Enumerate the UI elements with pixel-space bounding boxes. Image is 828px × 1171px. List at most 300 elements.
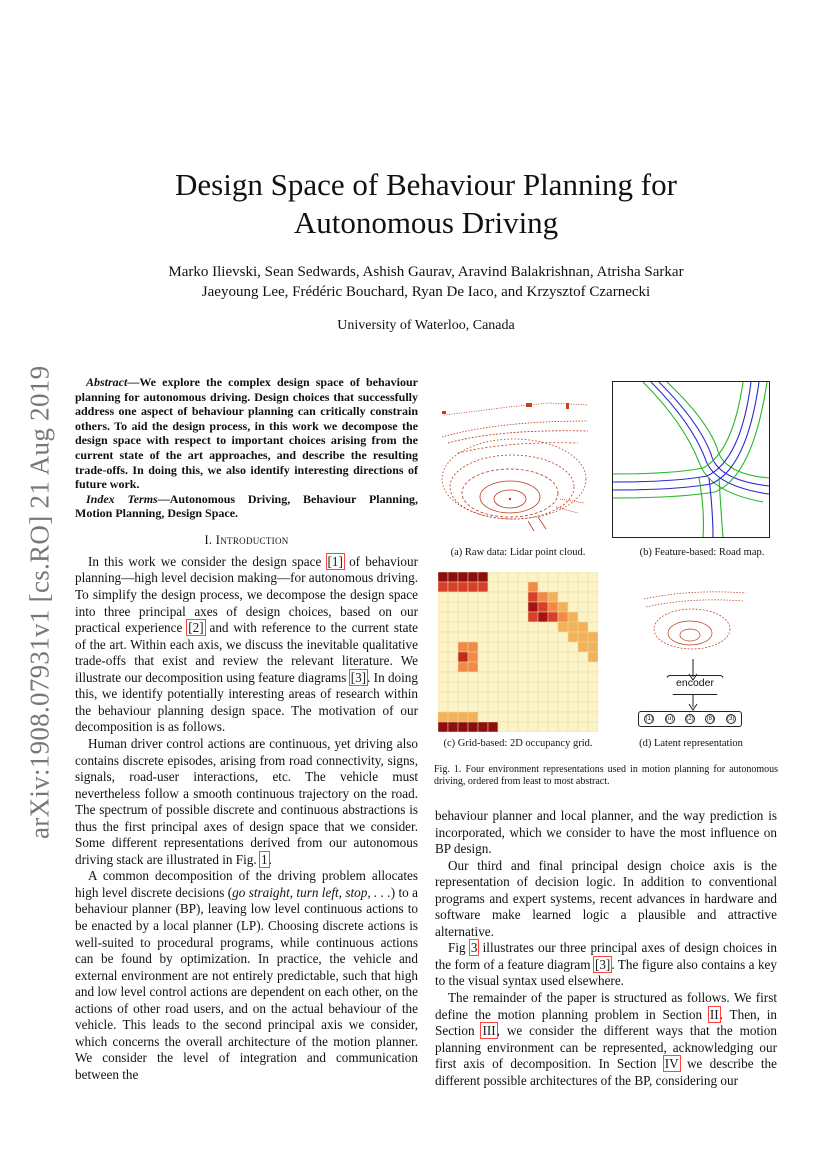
grid-cell — [438, 712, 448, 722]
grid-cell — [478, 622, 488, 632]
grid-cell — [458, 632, 468, 642]
grid-cell — [478, 672, 488, 682]
grid-cell — [498, 692, 508, 702]
grid-cell — [458, 672, 468, 682]
grid-cell — [438, 582, 448, 592]
text-run: . The figure also contains a key to the visual syntax used elsewhere. — [435, 956, 777, 989]
grid-cell — [528, 662, 538, 672]
text-run: Fig — [448, 940, 470, 956]
grid-cell — [448, 602, 458, 612]
grid-cell — [498, 622, 508, 632]
grid-cell — [518, 722, 528, 732]
grid-cell — [538, 622, 548, 632]
grid-cell — [518, 622, 528, 632]
grid-cell — [498, 632, 508, 642]
grid-cell — [468, 692, 478, 702]
grid-cell — [548, 602, 558, 612]
grid-cell — [498, 702, 508, 712]
caption-a: (a) Raw data: Lidar point cloud. — [450, 547, 586, 558]
grid-cell — [548, 642, 558, 652]
grid-cell — [448, 572, 458, 582]
grid-cell — [468, 612, 478, 622]
latent-input-lidar-image — [640, 579, 750, 659]
grid-cell — [548, 682, 558, 692]
grid-cell — [508, 582, 518, 592]
grid-cell — [568, 622, 578, 632]
grid-cell — [578, 622, 588, 632]
grid-cell — [478, 642, 488, 652]
grid-cell — [508, 702, 518, 712]
grid-cell — [578, 602, 588, 612]
abstract — [75, 375, 418, 521]
grid-cell — [508, 592, 518, 602]
grid-cell — [448, 622, 458, 632]
grid-cell — [438, 652, 448, 662]
grid-cell — [528, 682, 538, 692]
grid-cell — [518, 672, 528, 682]
section-link[interactable]: IV — [664, 1056, 679, 1072]
grid-cell — [528, 572, 538, 582]
title-line-2: Autonomous Driving — [293, 205, 559, 240]
grid-cell — [488, 592, 498, 602]
latent-unit-icon: (u) — [665, 716, 674, 722]
grid-cell — [538, 592, 548, 602]
citation-link[interactable]: [1] — [327, 553, 343, 569]
grid-cell — [538, 722, 548, 732]
grid-cell — [538, 652, 548, 662]
grid-cell — [478, 722, 488, 732]
grid-cell — [558, 632, 568, 642]
caption-c: (c) Grid-based: 2D occupancy grid. — [443, 738, 593, 749]
grid-cell — [508, 602, 518, 612]
grid-cell — [458, 652, 468, 662]
grid-cell — [478, 652, 488, 662]
grid-cell — [538, 642, 548, 652]
grid-cell — [488, 652, 498, 662]
grid-cell — [528, 622, 538, 632]
grid-cell — [538, 602, 548, 612]
grid-cell — [538, 572, 548, 582]
text-run: The remainder of the paper is structured as follows. We first define the motion planning problem in Section — [435, 990, 777, 1022]
grid-cell — [538, 632, 548, 642]
grid-cell — [558, 682, 568, 692]
grid-cell — [588, 582, 598, 592]
introduction-text — [75, 554, 418, 1084]
lidar-point-cloud-image — [438, 381, 592, 538]
text-run: A common decomposition of the driving problem allocates high level discrete decisions ( — [75, 868, 418, 900]
grid-cell — [448, 702, 458, 712]
grid-cell — [478, 612, 488, 622]
grid-cell — [468, 622, 478, 632]
grid-cell — [558, 662, 568, 672]
grid-cell — [518, 692, 528, 702]
grid-cell — [548, 662, 558, 672]
grid-cell — [528, 702, 538, 712]
grid-cell — [538, 702, 548, 712]
grid-cell — [548, 672, 558, 682]
grid-cell — [498, 582, 508, 592]
grid-cell — [558, 592, 568, 602]
grid-cell — [448, 652, 458, 662]
grid-cell — [498, 662, 508, 672]
grid-cell — [548, 712, 558, 722]
grid-cell — [458, 722, 468, 732]
intro-paragraph-3 — [75, 868, 418, 1083]
grid-cell — [558, 572, 568, 582]
grid-cell — [558, 612, 568, 622]
caption-b: (b) Feature-based: Road map. — [639, 547, 765, 558]
grid-cell — [448, 582, 458, 592]
grid-cell — [478, 702, 488, 712]
grid-cell — [448, 722, 458, 732]
grid-cell — [518, 582, 528, 592]
grid-cell — [438, 632, 448, 642]
grid-cell — [548, 702, 558, 712]
grid-cell — [548, 652, 558, 662]
grid-cell — [538, 582, 548, 592]
grid-cell — [548, 582, 558, 592]
grid-cell — [488, 682, 498, 692]
grid-cell — [438, 592, 448, 602]
grid-cell — [508, 662, 518, 672]
grid-cell — [518, 632, 528, 642]
grid-cell — [588, 662, 598, 672]
grid-cell — [498, 712, 508, 722]
grid-cell — [458, 612, 468, 622]
grid-cell — [478, 632, 488, 642]
citation-link[interactable]: [2] — [188, 620, 204, 636]
grid-cell — [478, 712, 488, 722]
grid-cell — [488, 602, 498, 612]
grid-cell — [568, 702, 578, 712]
grid-cell — [578, 722, 588, 732]
abstract-text: —We explore the complex design space of behaviour planning for autonomous driving. Design choices that successfully address one aspect of behaviour planning can critically constrain others. To aid the design process, in this work we decompose the design space with respect to important choices arising from the current state of the art approaches, and describe the resulting trade-offs. In doing this, we also identify interesting directions of future work. — [75, 375, 418, 492]
citation-link[interactable]: [3] — [350, 669, 367, 685]
grid-cell — [548, 592, 558, 602]
section-link[interactable]: III — [482, 1023, 496, 1039]
paper-title — [100, 166, 752, 242]
right-column — [435, 808, 777, 1089]
grid-cell — [558, 652, 568, 662]
right-paragraph-2: Our third and final principal design choice axis is the representation of decision logic. In addition to conventional programs and expert systems, recent advances in hardware and software make learned logic a plausible and attractive alternative. — [435, 857, 777, 939]
grid-cell — [528, 592, 538, 602]
section-title: Introduction — [215, 532, 289, 547]
grid-cell — [538, 682, 548, 692]
grid-cell — [578, 612, 588, 622]
grid-cell — [528, 602, 538, 612]
grid-cell — [548, 692, 558, 702]
grid-cell — [538, 672, 548, 682]
grid-cell — [538, 662, 548, 672]
text-run: . In doing this, we identify potentially interesting areas of research within the behaviour planning design space. The motivation of our decomposition is as follows. — [75, 669, 418, 735]
grid-cell — [468, 672, 478, 682]
grid-cell — [498, 572, 508, 582]
caption-d: (d) Latent representation — [639, 738, 743, 749]
grid-cell — [488, 582, 498, 592]
grid-cell — [548, 632, 558, 642]
grid-cell — [578, 652, 588, 662]
grid-cell — [498, 722, 508, 732]
grid-cell — [508, 622, 518, 632]
grid-cell — [468, 702, 478, 712]
grid-cell — [448, 662, 458, 672]
grid-cell — [438, 682, 448, 692]
grid-cell — [458, 682, 468, 692]
grid-cell — [568, 712, 578, 722]
grid-cell — [478, 662, 488, 672]
grid-cell — [458, 582, 468, 592]
grid-cell — [548, 572, 558, 582]
text-run: ) to a behaviour planner (BP), leaving low level continuous actions to be enacted by a local planner (LP). Choosing discrete actions is well-suited to procedural programs, while continuous actions can be found by optimization. In practice, the vehicle and external environment are not entirely predictable, such that high and low level control actions are dependent on each other, on the actions of other road users, and on the actual behaviour of the vehicle. This leads to the second principal axis we consider, which concerns the overall architecture of the motion planner. We consider the level of integration and communication between the — [75, 884, 418, 1082]
grid-cell — [478, 682, 488, 692]
grid-cell — [528, 612, 538, 622]
grid-cell — [588, 632, 598, 642]
grid-cell — [518, 712, 528, 722]
text-run: . — [268, 851, 272, 867]
grid-cell — [558, 692, 568, 702]
grid-cell — [478, 602, 488, 612]
grid-cell — [508, 572, 518, 582]
figure-link[interactable]: 1 — [260, 851, 268, 867]
grid-cell — [478, 692, 488, 702]
grid-cell — [528, 722, 538, 732]
grid-cell — [498, 602, 508, 612]
grid-cell — [438, 702, 448, 712]
grid-cell — [508, 692, 518, 702]
grid-cell — [488, 672, 498, 682]
grid-cell — [438, 572, 448, 582]
grid-cell — [478, 592, 488, 602]
authors-line-1: Marko Ilievski, Sean Sedwards, Ashish Gaurav, Aravind Balakrishnan, Atrisha Sarkar — [168, 264, 684, 280]
text-run: Human driver control actions are continuous, yet driving also contains discrete episodes, arising from road connectivity, signs, signals, road-user interactions, etc. The vehicle must nevertheless follow a smooth continuous trajectory on the road. The spectrum of possible discrete and continuous abstractions is thus the first principal axes of design space that we consider. Some different representations derived from our autonomous driving stack are illustrated in Fig. — [75, 735, 418, 867]
grid-cell — [558, 722, 568, 732]
grid-cell — [448, 642, 458, 652]
grid-cell — [438, 672, 448, 682]
grid-cell — [588, 652, 598, 662]
grid-cell — [568, 642, 578, 652]
grid-cell — [578, 642, 588, 652]
grid-cell — [448, 692, 458, 702]
grid-cell — [578, 692, 588, 702]
grid-cell — [518, 662, 528, 672]
text-run: . Then, in Section — [435, 1006, 777, 1039]
grid-cell — [568, 582, 578, 592]
grid-cell — [468, 682, 478, 692]
grid-cell — [558, 672, 568, 682]
grid-cell — [528, 652, 538, 662]
grid-cell — [448, 712, 458, 722]
grid-cell — [438, 612, 448, 622]
section-link[interactable]: II — [709, 1006, 719, 1022]
title-line-1: Design Space of Behaviour Planning for — [175, 167, 677, 202]
grid-cell — [588, 612, 598, 622]
grid-cell — [448, 592, 458, 602]
citation-link[interactable]: [3] — [594, 956, 611, 972]
section-heading-introduction — [75, 533, 418, 548]
grid-cell — [558, 702, 568, 712]
grid-cell — [528, 582, 538, 592]
intro-paragraph-1 — [75, 554, 418, 736]
figure-1-caption: Fig. 1. Four environment representations used in motion planning for autonomous driving, ordered from least to most abstract. — [434, 764, 778, 787]
grid-cell — [498, 612, 508, 622]
grid-cell — [518, 642, 528, 652]
intro-paragraph-2 — [75, 736, 418, 868]
arrow-down-icon — [688, 695, 698, 711]
grid-cell — [458, 662, 468, 672]
encoder-label: encoder — [676, 677, 714, 689]
grid-cell — [488, 612, 498, 622]
grid-cell — [468, 592, 478, 602]
grid-cell — [588, 702, 598, 712]
grid-cell — [558, 642, 568, 652]
latent-unit-icon: (1) — [645, 716, 653, 722]
section-number: I. — [204, 532, 216, 547]
grid-cell — [468, 712, 478, 722]
text-run: and with reference to the current state of the art. Within each axis, we discuss the inevitable qualitative trade-offs that exist and review the relevant literature. We illustrate our decomposition using feature diagrams — [75, 620, 418, 685]
grid-cell — [508, 642, 518, 652]
right-paragraph-3 — [435, 940, 777, 990]
grid-cell — [548, 612, 558, 622]
grid-cell — [498, 592, 508, 602]
grid-cell — [528, 712, 538, 722]
grid-cell — [558, 712, 568, 722]
author-list — [100, 262, 752, 302]
grid-cell — [508, 682, 518, 692]
grid-cell — [458, 602, 468, 612]
grid-cell — [488, 722, 498, 732]
grid-cell — [588, 622, 598, 632]
grid-cell — [438, 642, 448, 652]
grid-cell — [488, 702, 498, 712]
grid-cell — [578, 682, 588, 692]
left-column — [75, 375, 418, 1083]
grid-cell — [578, 632, 588, 642]
grid-cell — [518, 572, 528, 582]
grid-cell — [468, 602, 478, 612]
grid-cell — [468, 652, 478, 662]
grid-cell — [558, 602, 568, 612]
grid-cell — [488, 712, 498, 722]
grid-cell — [568, 692, 578, 702]
authors-line-2: Jaeyoung Lee, Frédéric Bouchard, Ryan De Iaco, and Krzysztof Czarnecki — [201, 284, 651, 300]
grid-cell — [568, 672, 578, 682]
right-paragraph-4 — [435, 990, 777, 1089]
grid-cell — [478, 582, 488, 592]
grid-cell — [498, 672, 508, 682]
grid-cell — [588, 592, 598, 602]
grid-cell — [488, 642, 498, 652]
grid-cell — [458, 592, 468, 602]
grid-cell — [458, 692, 468, 702]
abstract-lead: Abstract — [86, 375, 128, 389]
grid-cell — [508, 612, 518, 622]
grid-cell — [488, 622, 498, 632]
grid-cell — [578, 662, 588, 672]
grid-cell — [568, 682, 578, 692]
grid-cell — [568, 592, 578, 602]
grid-cell — [568, 602, 578, 612]
grid-cell — [528, 672, 538, 682]
grid-cell — [498, 652, 508, 662]
affiliation: University of Waterloo, Canada — [337, 318, 515, 333]
text-run: we describe the different possible architectures of the BP, considering our — [435, 1056, 777, 1088]
grid-cell — [558, 622, 568, 632]
grid-cell — [508, 712, 518, 722]
latent-unit-icon: (2) — [686, 716, 694, 722]
grid-cell — [508, 632, 518, 642]
grid-cell — [578, 672, 588, 682]
grid-cell — [438, 722, 448, 732]
grid-cell — [478, 572, 488, 582]
grid-cell — [518, 592, 528, 602]
grid-cell — [588, 722, 598, 732]
grid-cell — [458, 572, 468, 582]
grid-cell — [448, 682, 458, 692]
grid-cell — [538, 612, 548, 622]
grid-cell — [568, 612, 578, 622]
grid-cell — [448, 632, 458, 642]
grid-cell — [568, 572, 578, 582]
grid-cell — [568, 662, 578, 672]
grid-cell — [438, 622, 448, 632]
grid-cell — [468, 572, 478, 582]
grid-cell — [538, 712, 548, 722]
latent-unit-icon: (8) — [706, 716, 715, 722]
grid-cell — [458, 622, 468, 632]
grid-cell — [468, 642, 478, 652]
grid-cell — [588, 692, 598, 702]
grid-cell — [488, 662, 498, 672]
occupancy-grid-image — [438, 572, 598, 732]
latent-vector — [638, 711, 742, 727]
grid-cell — [578, 592, 588, 602]
latent-unit-icon: (3) — [727, 716, 735, 722]
grid-cell — [488, 632, 498, 642]
figure-link[interactable]: 3 — [470, 940, 478, 956]
text-run: , we consider the different ways that the motion planning environment can be represented, acknowledging our first axis of decomposition. In Section — [435, 1023, 777, 1072]
grid-cell — [508, 722, 518, 732]
grid-cell — [438, 602, 448, 612]
grid-cell — [528, 692, 538, 702]
grid-cell — [468, 662, 478, 672]
grid-cell — [558, 582, 568, 592]
grid-cell — [518, 682, 528, 692]
grid-cell — [578, 702, 588, 712]
grid-cell — [468, 722, 478, 732]
grid-cell — [468, 582, 478, 592]
grid-cell — [518, 602, 528, 612]
grid-cell — [588, 712, 598, 722]
grid-cell — [588, 572, 598, 582]
grid-cell — [578, 712, 588, 722]
grid-cell — [548, 722, 558, 732]
grid-cell — [518, 702, 528, 712]
grid-cell — [588, 672, 598, 682]
grid-cell — [458, 642, 468, 652]
grid-cell — [588, 602, 598, 612]
text-run: illustrates our three principal axes of design choices in the form of a feature diagram — [435, 940, 778, 972]
road-map-image — [612, 381, 770, 538]
grid-cell — [528, 642, 538, 652]
grid-cell — [538, 692, 548, 702]
italic-text: go straight, turn left, stop, . . . — [232, 884, 391, 900]
grid-cell — [578, 572, 588, 582]
grid-cell — [518, 612, 528, 622]
grid-cell — [508, 672, 518, 682]
grid-cell — [498, 642, 508, 652]
grid-cell — [568, 652, 578, 662]
grid-cell — [448, 612, 458, 622]
